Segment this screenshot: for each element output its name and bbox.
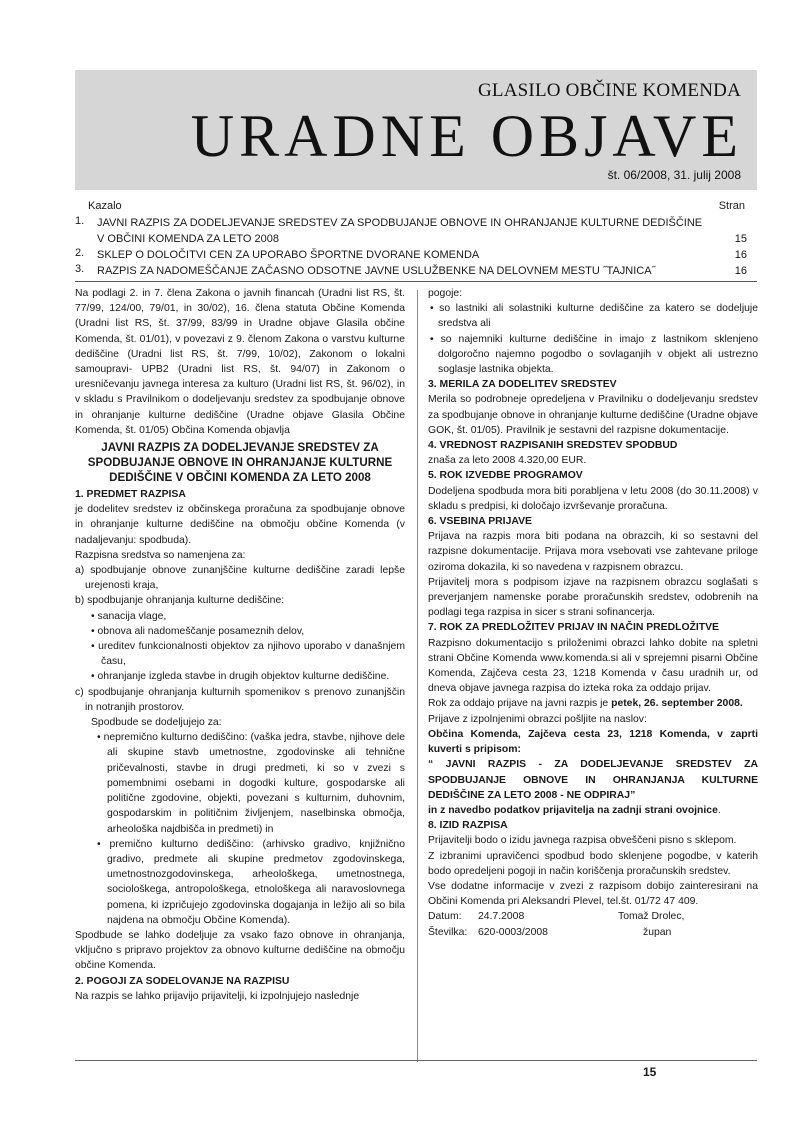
column-divider: [417, 290, 418, 1062]
bullet-item: • ureditev funkcionalnosti objektov za njihovo uporabo v današnjem času,: [91, 641, 405, 668]
section-1-title: 1. PREDMET RAZPISA: [75, 489, 186, 501]
section-7-title: 7. ROK ZA PREDLOŽITEV PRIJAV IN NAČIN PREDLOŽITVE: [428, 622, 719, 634]
section-8-text-1: Prijavitelji bodo o izidu javnega razpisa obveščeni pisno s sklepom.: [428, 835, 737, 847]
section-7-sender-note: [428, 803, 758, 818]
left-column: [75, 286, 405, 1004]
section-7-address: Občina Komenda, Zajčeva cesta 23, 1218 Komenda, v zaprti kuverti s pripisom:: [428, 728, 758, 756]
section-1-item-c: c) spodbujanje ohranjanja kulturnih spomenikov s prenovo zunanjščin in notranjih prostorov.: [75, 686, 405, 713]
datum-value: 24.7.2008: [478, 911, 525, 923]
bullet-item: • obnova ali nadomeščanje posameznih delov,: [91, 625, 305, 637]
section-2-text: Na razpis se lahko prijavijo prijavitelji, ki izpolnjujejo naslednje: [75, 990, 360, 1002]
section-1-item-b: b) spodbujanje ohranjanja kulturne dediščine:: [75, 595, 285, 607]
section-7-text-1: Razpisno dokumentacijo s priloženimi obrazci lahko dobite na spletni strani Občine Komenda www.komenda.si ali v sprejemni pisarni Občine Komenda, Zajčeva cesta 23, 1218 Komenda v času uradnih ur, od dneva objave javnega razpisa do izteka roka za oddajo prijav.: [428, 637, 758, 695]
section-8-title: 8. IZID RAZPISA: [428, 820, 508, 832]
section-7-address-label: Prijave z izpolnjenimi obrazci pošljite na naslov:: [428, 713, 647, 725]
toc-item-page: 16: [734, 249, 747, 261]
masthead: [75, 70, 757, 190]
section-6-title: 6. VSEBINA PRIJAVE: [428, 516, 532, 528]
toc-divider: [75, 281, 757, 282]
bullet-item: • sanacija vlage,: [91, 610, 167, 622]
stevilka-value: 620-0003/2008: [478, 926, 548, 938]
toc-item-number: 2.: [75, 247, 85, 259]
section-1-end: Spodbude se lahko dodeljuje za vsako fazo obnove in ohranjanja, vključno s pripravo projektov za obnovo kulturne dediščine na območju občine Komenda.: [75, 929, 405, 972]
table-of-contents: [75, 200, 757, 279]
pogoje-label: pogoje:: [428, 288, 463, 299]
publication-name: GLASILO OBČINE KOMENDA: [478, 80, 741, 101]
toc-item[interactable]: [75, 247, 757, 263]
footer-rule: [75, 1060, 757, 1061]
section-3-text: Merila so podrobneje opredeljena v Pravilniku o dodeljevanju sredstev za spodbujanje obnove in ohranjanje kulturne dediščine (Uradne objave GOK, št. 01/05). Pravilnik je sestavni del razpisne dokumentacije.: [428, 394, 758, 436]
section-6-text-2: Prijavitelj mora s podpisom izjave na razpisnem obrazcu soglašati s preverjanjem namenske porabe proračunskih sredstev, odobrenih na podlagi tega razpisa in sicer s strani sofinancerja.: [428, 576, 758, 619]
toc-item-text: RAZPIS ZA NADOMEŠČANJE ZAČASNO ODSOTNE JAVNE USLUŽBENKE NA DELOVNEM MESTU ˝TAJNICA˝: [97, 265, 656, 277]
toc-item[interactable]: [75, 263, 757, 279]
toc-item-page: 16: [734, 265, 747, 277]
toc-item[interactable]: [75, 215, 757, 247]
section-5-text: Dodeljena spodbuda mora biti porabljena v letu 2008 (do 30.11.2008) v skladu s predpisi, ki določajo izvrševanje proračuna.: [428, 485, 758, 512]
toc-heading-kazalo: Kazalo: [88, 200, 122, 212]
bullet-item: • premično kulturno dediščino: (arhivsko gradivo, knjižnično gradivo, predmete ali skupine predmetov zgodovinskega, umetnostnozgodovinskega, arheološkega, umetnostnega, sociološkega, antropološkega, etnološkega ali naravoslovnega pomena, ki izpričujejo zgodovinska dogajanja in ležijo ali so bila najdena na območju Občine Komenda).: [97, 838, 405, 926]
stevilka-label: Številka:: [428, 926, 468, 938]
section-5-title: 5. ROK IZVEDBE PROGRAMOV: [428, 470, 583, 482]
bullet-item: • ohranjanje izgleda stavbe in drugih objektov kulturne dediščine.: [91, 671, 390, 683]
razpis-title: JAVNI RAZPIS ZA DODELJEVANJE SREDSTEV ZA SPODBUJANJE OBNOVE IN OHRANJANJE KULTURNE DEDIŠČINE V OBČINI KOMENDA ZA LETO 2008: [87, 441, 393, 485]
section-4-text: znaša za leto 2008 4.320,00 EUR.: [428, 455, 587, 467]
signature-block: [428, 909, 758, 939]
section-1-text: je dodelitev sredstev iz občinskega proračuna za spodbujanje obnove in ohranjanje kulturne dediščine na območju občine Komenda (v nadaljevanju: spodbuda).: [75, 504, 405, 546]
right-column: [428, 286, 758, 940]
signer-role: župan: [643, 926, 672, 938]
section-7-envelope-note: “ JAVNI RAZPIS - ZA DODELJEVANJE SREDSTEV ZA SPODBUJANJE OBNOVE IN OHRANJANJA KULTURNE DEDIŠČINE ZA LETO 2008 - NE ODPIRAJ”: [428, 759, 758, 801]
toc-item-page: 15: [734, 233, 747, 245]
toc-heading-stran: Stran: [718, 200, 745, 212]
section-7-deadline: [428, 696, 758, 711]
sender-note-end: .: [717, 804, 721, 816]
bullet-item: • so najemniki kulturne dediščine in imajo z lastnikom sklenjeno dolgoročno najemno pogodbo o sovlaganjih v objekt ali ustrezno soglasje lastnika objekta.: [430, 333, 758, 376]
sender-note-text: in z navedbo podatkov prijavitelja na zadnji strani ovojnice: [428, 804, 718, 816]
section-1-item-a: a) spodbujanje obnove zunanjščine kulturne dediščine zaradi lepše urejenosti kraja,: [75, 565, 405, 592]
signer-name: Tomaž Drolec,: [618, 911, 685, 923]
section-1-dodelijo: Spodbude se dodeljujejo za:: [91, 717, 222, 729]
section-3-title: 3. MERILA ZA DODELITEV SREDSTEV: [428, 379, 617, 391]
toc-header: [75, 200, 757, 215]
section-6-text-1: Prijava na razpis mora biti podana na obrazcih, ki so sestavni del razpisne dokumentacije. Prijava mora vsebovati vse zahtevane priloge oziroma dokazila, ki so navedena v razpisnem obrazcu.: [428, 531, 758, 573]
bullet-item: • so lastniki ali solastniki kulturne dediščine za katero se dodeljuje sredstva ali: [430, 303, 758, 330]
bullet-item: • nepremično kulturno dediščino: (vaška jedra, stavbe, njihove dele ali skupine stavb umetnostne, zgodovinske ali tehnične pričevalnosti, stavbe in drugi predmeti, ki so v zvezi s pomembnimi osebami in dogodki kulture, gospodarske ali politične zgodovine, objekti, povezani s kulturnim, duhovnim, gospodarskim in političnim življenjem, naselbinska območja, arheološka najdbišča in predmeti) in: [97, 732, 405, 835]
toc-item-text: JAVNI RAZPIS ZA DODELJEVANJE SREDSTEV ZA SPODBUJANJE OBNOVE IN OHRANJANJE KULTURNE DEDIŠČINE V OBČINI KOMENDA ZA LETO 2008: [97, 217, 703, 245]
section-1-namen: Razpisna sredstva so namenjena za:: [75, 549, 246, 561]
toc-item-number: 1.: [75, 215, 85, 227]
page-number: 15: [643, 1065, 657, 1079]
datum-label: Datum:: [428, 911, 462, 923]
publication-title: URADNE OBJAVE: [190, 103, 743, 169]
section-8-text-2: Z izbranimi upravičenci spodbud bodo sklenjene pogodbe, v katerih bodo opredeljeni pogoji in način koriščenja proračunskih sredstev.: [428, 850, 758, 877]
section-4-title: 4. VREDNOST RAZPISANIH SREDSTEV SPODBUD: [428, 440, 678, 452]
issue-info: št. 06/2008, 31. julij 2008: [607, 168, 741, 182]
section-8-text-3: Vse dodatne informacije v zvezi z razpisom dobijo zainteresirani na Občini Komenda pri Aleksandri Plevel, tel.št. 01/72 47 409.: [428, 880, 758, 908]
deadline-prefix: Rok za oddajo prijave na javni razpis je: [428, 698, 612, 710]
toc-item-text: SKLEP O DOLOČITVI CEN ZA UPORABO ŠPORTNE DVORANE KOMENDA: [97, 249, 480, 261]
toc-item-number: 3.: [75, 263, 85, 275]
deadline-date: petek, 26. september 2008.: [611, 698, 743, 710]
intro-paragraph: Na podlagi 2. in 7. člena Zakona o javnih financah (Uradni list RS, št. 77/99, 124/00, 79/01, in 30/02), 16. člena statuta Občine Komenda (Uradni list RS, št. 37/99, 83/99 in Uradne objave Glasila občine Komenda, št. 01/01), v povezavi z 9. členom Zakona o varstvu kulturne dediščine (Uradni list RS, št. 7/99, 10/02), Zakonom o lokalni samoupravi- UPB2 (Uradni list RS, št. 94/07) in Zakonom o uresničevanju javnega interesa za kulturo (Uradni list RS, št. 96/02), in v skladu s Pravilnikom o dodeljevanju sredstev za spodbujanje obnove in ohranjanje kulturne dediščine (Uradne objave Glasila Občine Komenda, št. 01/05) Občina Komenda objavlja: [75, 288, 405, 436]
section-2-title: 2. POGOJI ZA SODELOVANJE NA RAZPISU: [75, 975, 290, 987]
